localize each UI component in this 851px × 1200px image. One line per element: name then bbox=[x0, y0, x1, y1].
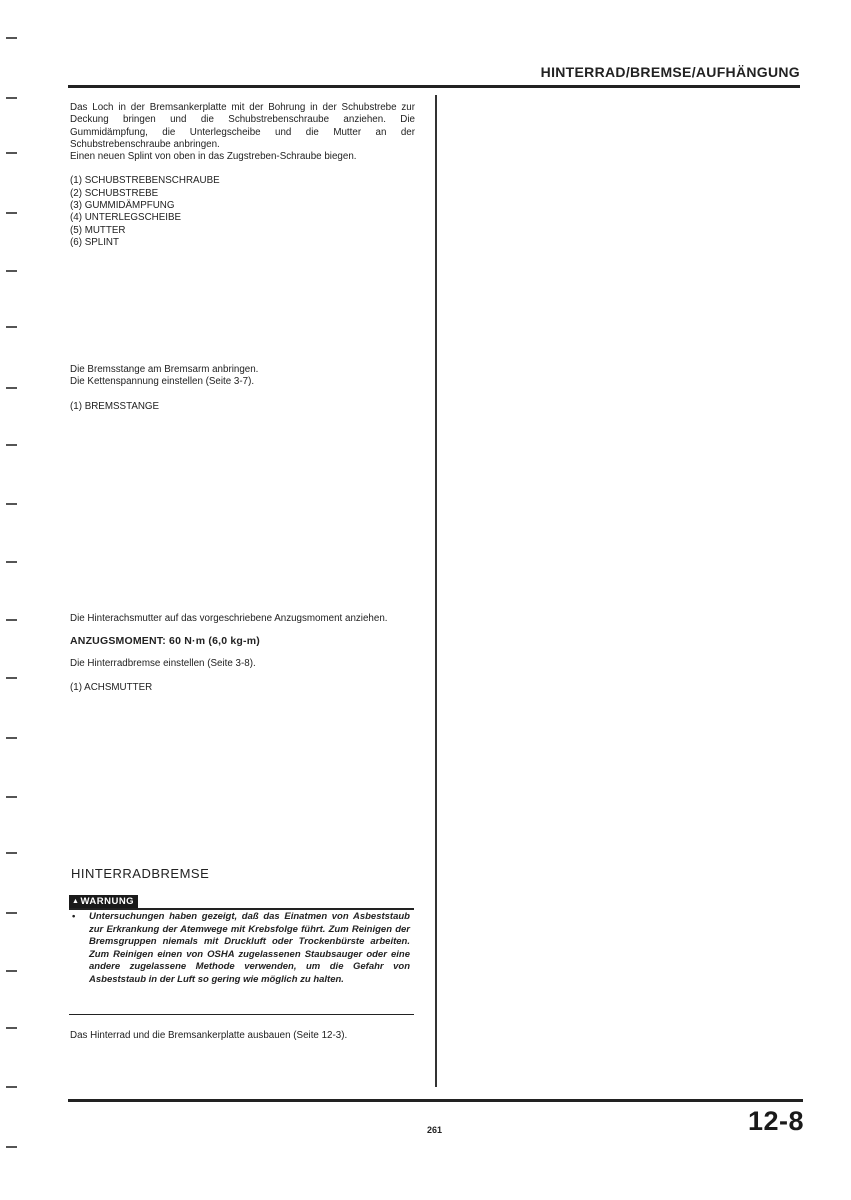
footer-rule bbox=[68, 1099, 803, 1102]
section-number: 12-8 bbox=[747, 1106, 804, 1136]
instruction-line: Die Bremsstange am Bremsarm anbringen. bbox=[70, 364, 259, 375]
instruction-line: Die Hinterradbremse einstellen (Seite 3-8). bbox=[70, 657, 256, 669]
list-item: (5) MUTTER bbox=[70, 224, 126, 236]
warning-text: Untersuchungen haben gezeigt, daß das Einatmen von Asbeststaub zur Erkrankung der Atemwege mit Krebsfolge führt. Zum Reinigen der Bremsgruppen niemals mit Druckluft oder Trockenbürste arbeiten. Zum Reinigen einen von OSHA zugelassenen Staubsauger oder eine andere zugelassene Methode verwenden, um die Gefahr von Asbeststaub in der Luft so gering wie möglich zu halten. bbox=[89, 911, 410, 985]
list-item: (4) UNTERLEGSCHEIBE bbox=[70, 212, 182, 224]
warning-badge bbox=[69, 895, 138, 909]
warning-rule-top bbox=[69, 908, 414, 910]
instruction-paragraph: Einen neuen Splint von oben in das Zugstreben-Schraube biegen. bbox=[70, 151, 357, 163]
warning-triangle-icon: ▲ bbox=[72, 898, 80, 905]
list-item: (1) BREMSSTANGE bbox=[70, 400, 160, 412]
parts-list bbox=[70, 682, 415, 694]
page-number: 261 bbox=[427, 1125, 443, 1135]
header-rule bbox=[68, 85, 800, 88]
section-axle-nut bbox=[70, 613, 415, 694]
instruction-line: Die Kettenspannung einstellen (Seite 3-7). bbox=[70, 376, 255, 388]
instruction-paragraph: Das Loch in der Bremsankerplatte mit der Bohrung in der Schubstrebe zur Deckung bringen und die Schubstrebenschraube anziehen. Die Gummidämpfung, die Unterlegscheibe und die Mutter an der Schubstrebenschraube anbringen. bbox=[70, 102, 415, 150]
section-brake-rod bbox=[70, 364, 415, 413]
bullet-icon: • bbox=[72, 911, 76, 922]
list-item: (1) ACHSMUTTER bbox=[70, 681, 153, 693]
warning-rule-bottom bbox=[69, 1014, 414, 1015]
instruction-line: Das Hinterrad und die Bremsankerplatte ausbauen (Seite 12-3). bbox=[70, 1030, 348, 1041]
list-item: (3) GUMMIDÄMPFUNG bbox=[70, 200, 175, 212]
list-item: (1) SCHUBSTREBENSCHRAUBE bbox=[70, 175, 220, 187]
section-shock-strut bbox=[70, 102, 415, 249]
parts-list bbox=[70, 401, 415, 413]
binding-marks bbox=[6, 0, 22, 1200]
list-item: (2) SCHUBSTREBE bbox=[70, 187, 159, 199]
column-divider bbox=[435, 95, 437, 1087]
page-header-title: HINTERRAD/BREMSE/AUFHÄNGUNG bbox=[540, 64, 800, 80]
section-heading: HINTERRADBREMSE bbox=[71, 866, 210, 881]
parts-list bbox=[70, 175, 415, 249]
torque-spec: ANZUGSMOMENT: 60 N·m (6,0 kg-m) bbox=[70, 635, 260, 648]
instruction-paragraph: Die Hinterachsmutter auf das vorgeschriebene Anzugsmoment anziehen. bbox=[70, 613, 388, 624]
warning-box bbox=[72, 911, 410, 987]
warning-label: WARNUNG bbox=[80, 896, 135, 907]
list-item: (6) SPLINT bbox=[70, 236, 119, 248]
